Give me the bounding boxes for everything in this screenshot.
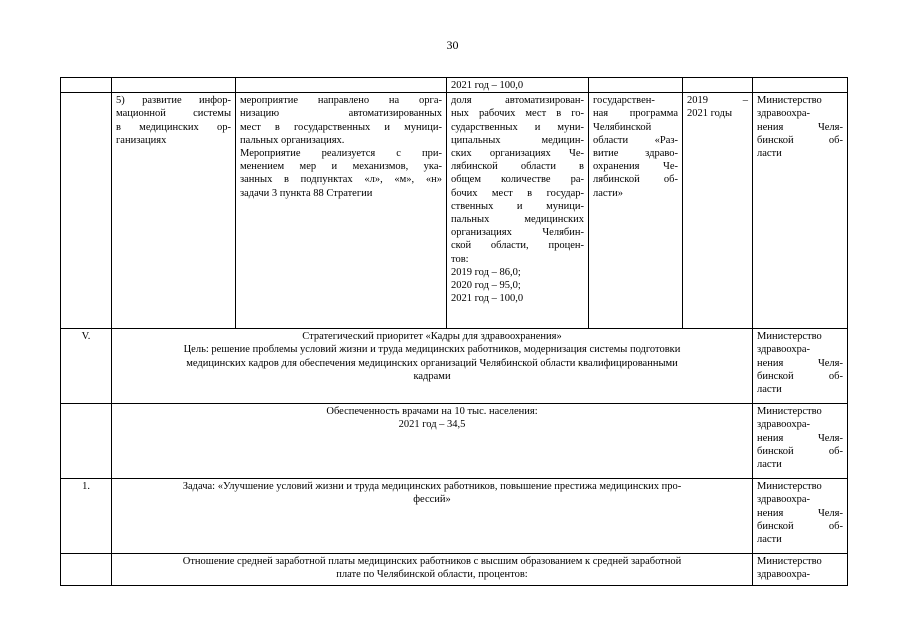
text-line: нения Челя- bbox=[757, 507, 843, 519]
text-line: здравоохра- bbox=[757, 419, 810, 431]
text-line: бинской об- bbox=[757, 445, 843, 457]
cell-mechanism bbox=[236, 78, 447, 93]
text-line: 2019 год – 86,0; bbox=[451, 266, 521, 278]
cell-task bbox=[112, 479, 753, 554]
text-line: ная программа bbox=[593, 108, 678, 120]
text-line: мест в государственных и муници- bbox=[240, 121, 442, 133]
cell-number bbox=[61, 78, 112, 93]
cell-executor bbox=[753, 479, 848, 554]
text-line: Обеспеченность врачами на 10 тыс. населения: bbox=[326, 406, 538, 418]
cell-executor bbox=[753, 78, 848, 93]
text-line: пальных медицинских bbox=[451, 214, 584, 226]
text-line: ных рабочих мест в го- bbox=[451, 108, 584, 120]
text-line: пальных организациях. bbox=[240, 134, 345, 146]
cell-indicator bbox=[447, 93, 589, 329]
cell-indicator bbox=[447, 78, 589, 93]
cell-salary-indicator bbox=[112, 554, 753, 586]
priority-title: Стратегический приоритет «Кадры для здравоохранения» bbox=[302, 331, 562, 343]
text-line: области «Раз- bbox=[593, 134, 678, 146]
text-line: медицинских кадров для обеспечения медицинских организаций Челябинской области квалифицированными bbox=[186, 357, 678, 369]
text-line: нения Челя- bbox=[757, 357, 843, 369]
text-line: Министерство bbox=[757, 406, 822, 418]
cell-number bbox=[61, 554, 112, 586]
cell-period bbox=[683, 78, 753, 93]
text-line: 5) развитие инфор- bbox=[116, 95, 231, 107]
cell-program bbox=[589, 93, 683, 329]
cell-program bbox=[589, 78, 683, 93]
text-line: ганизациях bbox=[116, 134, 167, 146]
text-line: бинской об- bbox=[757, 370, 843, 382]
text-line: задачи 3 пункта 88 Стратегии bbox=[240, 187, 373, 199]
text-line: ской области, процен- bbox=[451, 240, 584, 252]
text-line: бинской об- bbox=[757, 520, 843, 532]
text-line: общем количестве ра- bbox=[451, 174, 584, 186]
text-line: бочих мест в государ- bbox=[451, 187, 584, 199]
text-line: здравоохра- bbox=[757, 569, 810, 581]
table-row bbox=[61, 404, 848, 479]
text-line: фессий» bbox=[413, 494, 451, 506]
cell-mechanism bbox=[236, 93, 447, 329]
text-line: лябинской об- bbox=[593, 174, 678, 186]
table-row bbox=[61, 329, 848, 404]
text-line: 2019 – bbox=[687, 95, 748, 107]
table-row bbox=[61, 554, 848, 586]
text-line: ласти bbox=[757, 384, 782, 396]
text-line: ласти bbox=[757, 534, 782, 546]
cell-number bbox=[61, 93, 112, 329]
text-line: нения Челя- bbox=[757, 121, 843, 133]
text-line: плате по Челябинской области, процентов: bbox=[336, 569, 528, 581]
indicator-line: 2021 год – 100,0 bbox=[451, 80, 524, 91]
text-line: ласти» bbox=[593, 187, 624, 199]
cell-executor bbox=[753, 329, 848, 404]
cell-executor bbox=[753, 93, 848, 329]
text-line: лябинской области в bbox=[451, 161, 584, 173]
table-row bbox=[61, 479, 848, 554]
text-line: охранения Че- bbox=[593, 161, 678, 173]
text-line: здравоохра- bbox=[757, 344, 810, 356]
page-number: 30 bbox=[446, 38, 459, 52]
text-line: Министерство bbox=[757, 331, 822, 343]
text-line: 2020 год – 95,0; bbox=[451, 280, 521, 292]
text-line: менением мер и механизмов, ука- bbox=[240, 161, 442, 173]
cell-number bbox=[61, 329, 112, 404]
text-line: тов: bbox=[451, 253, 469, 265]
text-line: Цель: решение проблемы условий жизни и труда медицинских работников, модернизация системы подготовки bbox=[183, 344, 681, 356]
row-number: V. bbox=[81, 331, 91, 343]
text-line: Министерство bbox=[757, 556, 822, 568]
text-line: кадрами bbox=[413, 370, 451, 382]
text-line: мационной системы bbox=[116, 108, 231, 120]
text-line: Мероприятие реализуется с при- bbox=[240, 148, 442, 160]
text-line: нения Челя- bbox=[757, 432, 843, 444]
text-line: Задача: «Улучшение условий жизни и труда медицинских работников, повышение престижа медицинских про- bbox=[182, 481, 682, 493]
table-row bbox=[61, 93, 848, 329]
text-line: Отношение средней заработной платы медицинских работников с высшим образованием к средней заработной bbox=[182, 556, 682, 568]
text-line: Министерство bbox=[757, 481, 822, 493]
cell-name bbox=[112, 93, 236, 329]
text-line: ласти bbox=[757, 459, 782, 471]
text-line: бинской об- bbox=[757, 134, 843, 146]
cell-name bbox=[112, 78, 236, 93]
text-line: низацию автоматизированных bbox=[240, 108, 442, 120]
text-line: Челябинской bbox=[593, 121, 652, 133]
cell-period bbox=[683, 93, 753, 329]
table-row bbox=[61, 78, 848, 93]
text-line: здравоохра- bbox=[757, 494, 810, 506]
text-line: витие здраво- bbox=[593, 148, 678, 160]
text-line: занных в подпунктах «л», «м», «н» bbox=[240, 174, 442, 186]
text-line: Министерство bbox=[757, 95, 822, 107]
text-line: государствен- bbox=[593, 95, 655, 107]
text-line: ских организациях Че- bbox=[451, 148, 584, 160]
row-number: 1. bbox=[82, 481, 90, 493]
text-line: доля автоматизирован- bbox=[451, 95, 584, 107]
text-line: 2021 год – 34,5 bbox=[398, 419, 466, 431]
text-line: 2021 годы bbox=[687, 108, 733, 120]
text-line: ственных и муници- bbox=[451, 200, 584, 212]
cell-number bbox=[61, 404, 112, 479]
text-line: организациях Челябин- bbox=[451, 227, 584, 239]
text-line: 2021 год – 100,0 bbox=[451, 293, 524, 305]
text-line: здравоохра- bbox=[757, 108, 810, 120]
text-line: ципальных медицин- bbox=[451, 134, 584, 146]
cell-executor bbox=[753, 554, 848, 586]
cell-number bbox=[61, 479, 112, 554]
cell-indicator-summary bbox=[112, 404, 753, 479]
cell-priority bbox=[112, 329, 753, 404]
cell-executor bbox=[753, 404, 848, 479]
text-line: ласти bbox=[757, 148, 782, 160]
text-line: мероприятие направлено на орга- bbox=[240, 95, 442, 107]
text-line: в медицинских ор- bbox=[116, 121, 231, 133]
strategy-table bbox=[60, 77, 848, 586]
text-line: сударственных и муни- bbox=[451, 121, 584, 133]
